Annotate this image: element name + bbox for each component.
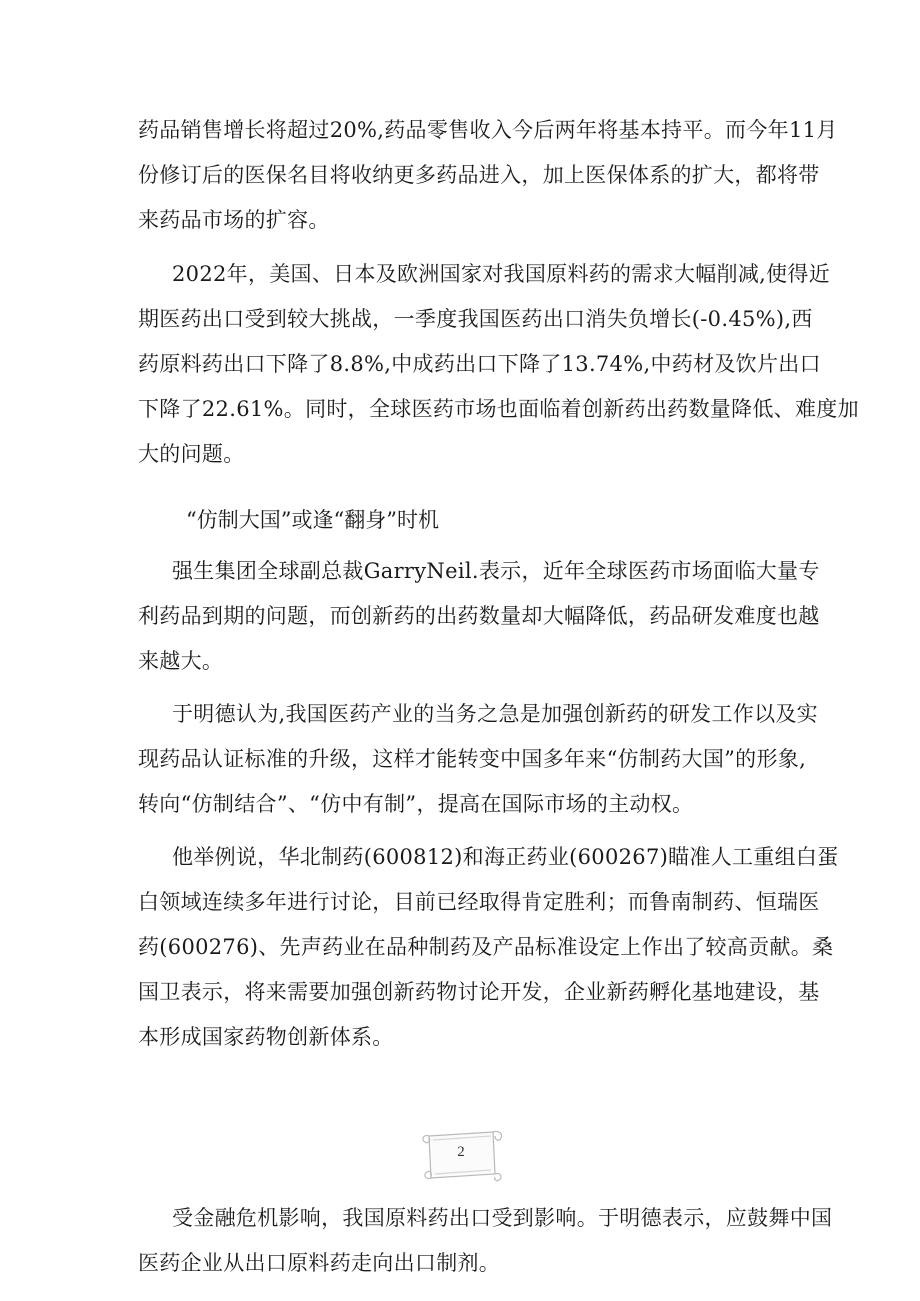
paragraph-1 <box>138 108 838 243</box>
paragraph-line: 大的问题。 <box>138 442 245 466</box>
paragraph-line: 医药企业从出口原料药走向出口制剂。 <box>138 1251 501 1275</box>
page-number-badge <box>415 1122 507 1186</box>
paragraph-5 <box>138 835 839 1060</box>
paragraph-line: 药原料药出口下降了8.8%,中成药出口下降了13.74%,中药材及饮片出口 <box>138 352 821 376</box>
paragraph-line: 受金融危机影响，我国原料药出口受到影响。于明德表示，应鼓舞中国 <box>172 1206 833 1230</box>
paragraph-line: 于明德认为,我国医药产业的当务之急是加强创新药的研发工作以及实 <box>172 702 818 726</box>
paragraph-line: 利药品到期的问题，而创新药的出药数量却大幅降低，药品研发难度也越 <box>138 604 820 628</box>
paragraph-line: 期医药出口受到较大挑战，一季度我国医药出口消失负增长(-0.45%),西 <box>138 307 813 331</box>
paragraph-line: 来药品市场的扩容。 <box>138 208 330 232</box>
page-number: 2 <box>457 1144 465 1160</box>
paragraph-line: 份修订后的医保名目将收纳更多药品进入，加上医保体系的扩大，都将带 <box>138 163 820 187</box>
paragraph-line: 白领域连续多年进行讨论，目前已经取得肯定胜利；而鲁南制药、恒瑞医 <box>138 890 820 914</box>
section-heading: “仿制大国”或逢“翻身”时机 <box>186 508 439 532</box>
paragraph-line: 强生集团全球副总裁GarryNeil.表示，近年全球医药市场面临大量专 <box>172 559 820 583</box>
paragraph-line: 国卫表示，将来需要加强创新药物讨论开发，企业新药孵化基地建设，基 <box>138 980 820 1004</box>
paragraph-line: 本形成国家药物创新体系。 <box>138 1025 394 1049</box>
paragraph-line: 来越大。 <box>138 649 224 673</box>
paragraph-line: 药(600276)、先声药业在品种制药及产品标准设定上作出了较高贡献。桑 <box>138 935 834 959</box>
paragraph-6 <box>138 1196 833 1286</box>
paragraph-4 <box>138 692 818 827</box>
paragraph-line: 现药品认证标准的升级，这样才能转变中国多年来“仿制药大国”的形象, <box>138 747 807 771</box>
paragraph-line: 他举例说，华北制药(600812)和海正药业(600267)瞄准人工重组白蛋 <box>172 845 839 869</box>
paragraph-line: 药品销售增长将超过20%,药品零售收入今后两年将基本持平。而今年11月 <box>138 118 838 142</box>
paragraph-line: 转向“仿制结合”、“仿中有制”，提高在国际市场的主动权。 <box>138 792 694 816</box>
paragraph-line: 下降了22.61%。同时，全球医药市场也面临着创新药出药数量降低、难度加 <box>138 397 859 421</box>
paragraph-3 <box>138 549 820 684</box>
paragraph-2 <box>138 252 859 477</box>
paragraph-line: 2022年，美国、日本及欧洲国家对我国原料药的需求大幅削减,使得近 <box>172 262 831 286</box>
